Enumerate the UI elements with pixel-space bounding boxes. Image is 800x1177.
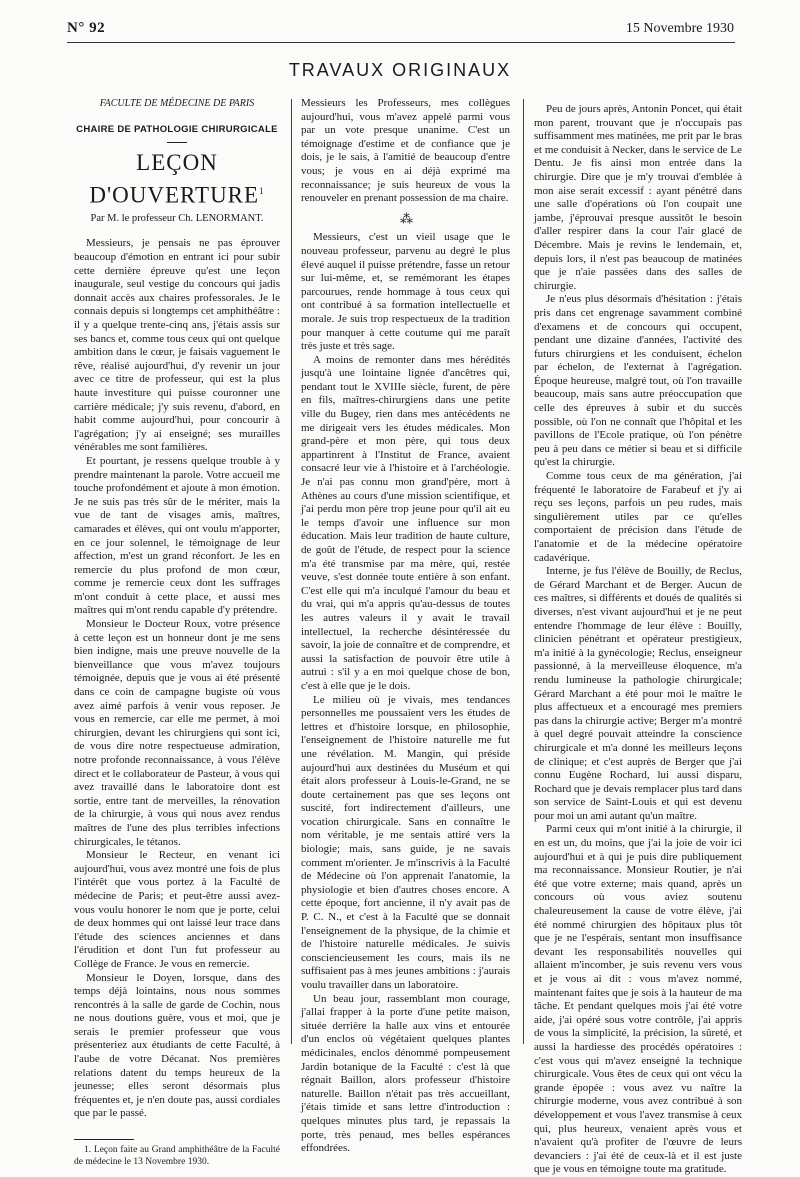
faculty-line: FACULTE DE MÉDECINE DE PARIS [99, 98, 255, 109]
paragraph: Monsieur le Docteur Roux, votre présence à cette leçon est un honneur dont je me sens bien indigne, mais une preuve nouvelle de la bienveillance que vous m'avez toujours témoignée, depuis que je vous ai été présenté dans ce coin de campagne bugiste où vous avez aimé parfois à venir vous reposer. Je vous en remercie, car elle me permet, à moi chirurgien, devant les chirurgiens qui sont ici, de vous dire notre respectueuse admiration, notre profonde reconnaissance, à vous l'élève direct et le collaborateur de Pasteur, à vous qui avez travaillé dans le laboratoire dont est sortie, entre tant de merveilles, la rénovation de la chirurgie, à vous qui nous avez rendus maîtres de l'une des plus terribles infections chirurgicales, le tétanos. [74, 618, 280, 848]
column-1 [74, 95, 280, 1168]
paragraph: Interne, je fus l'élève de Bouilly, de Reclus, de Gérard Marchant et de Berger. Aucun de ces maîtres, si différents et doués de qualités si diverses, n'est vivant aujourd'hui et je ne peut entendre l'hommage de leur élève : Bouilly, clinicien pénétrant et opérateur prestigieux, m'a initié à la gynécologie; Reclus, enseigneur passionné, à la merveilleuse éloquence, m'a rendu lumineuse la pathologie chirurgicale; Gérard Marchant a été pour moi le maître le plus affectueux et a encouragé mes premiers pas dans la chirurgie active; Berger m'a montré à quel degré pouvait atteindre la conscience chirurgicale et m'a donné les meilleurs leçons de clinique; et c'est auprès de Berger que j'ai connu Eugène Rochard, lui aussi disparu, Rochard que je devais remplacer plus tard dans son service de Saint-Louis et qui est devenu pour moi un ami autant qu'un maître. [534, 565, 743, 822]
title-rule [167, 142, 187, 143]
paragraph: Et pourtant, je ressens quelque trouble à y prendre maintenant la parole. Votre accueil me touche profondément et ajoute à mon émotion. Je ne suis pas très sûr de le mériter, mais la vue de tant de visages amis, maîtres, camarades et élèves, qui ont voulu m'apporter, en ce jour solennel, le témoignage de leur affection, m'est un grand réconfort. Je les en remercie du plus profond de mon cœur, comme je remercie ceux dont les suffrages m'ont conduit à cette place, et aussi mes maîtres qui m'ont rendu capable d'y prétendre. [74, 454, 280, 617]
paragraph: Le milieu où je vivais, mes tendances personnelles me poussaient vers les études de lettres et d'histoire lorsque, en philosophie, l'enseignement de l'histoire naturelle me fut une révélation. M. Mangin, qui préside aujourd'hui aux destinées du Muséum et qui était alors professeur à Louis-le-Grand, ne se doute certainement pas que ses leçons ont suscité, fort indirectement d'ailleurs, une vocation chirurgicale. Sans en connaître le nom véritable, je me sentais attiré vers la biologie; mais, sans guide, je ne savais comment m'orienter. Je m'inscrivis à la Faculté de Médecine où l'on apprenait l'anatomie, la physiologie et bien d'autres choses encore. A cette époque, fort ancienne, il n'y avait pas de P. C. N., et c'est à la Faculté que se donnait l'enseignement de la physique, de la chimie et de l'histoire naturelle médicales. Je suivis consciencieusement les cours, mais ils ne suffisaient pas à mes jeunes ambitions : j'aurais voulu travailler dans un laboratoire. [301, 693, 510, 991]
column-divider-2 [523, 99, 524, 1044]
paragraph: Parmi ceux qui m'ont initié à la chirurgie, il en est un, du moins, que j'ai la joie de voir ici aujourd'hui et à qui je puis dire publiquement ma reconnaissance. Monsieur Routier, je n'ai été que votre externe; mais quand, après un concours où vous aviez soutenu chaleureusement la cause de votre élève, j'ai été nommé chirurgien des hôpitaux plus tôt que je ne l'espérais, sentant mon insuffisance devant les responsabilités nouvelles qui allaient m'incomber, je suis revenu vers vous et je vous ai dit : vous m'avez nommé, maintenant faites que je sois à la hauteur de ma tâche. Et pendant quelques mois j'ai été votre aide, j'ai opéré sous votre contrôle, j'ai appris de vous la simplicité, la précision, la sûreté, et aussi la hardiesse des procédés opératoires : c'est vous qui m'avez enseigné la technique chirurgicale. Vous êtes de ceux qui ont vécu la grande épopée : vous avez vu naître la chirurgie moderne, vous avez contribué à son développement et vous l'avez transmise à ceux qui, plus heureux, venaient après vous et n'avaient qu'à profiter de l'œuvre de leurs devanciers : j'ai été de ceux-là et il est juste que je vous en témoigne toute ma gratitude. [534, 823, 743, 1176]
issue-date: 15 Novembre 1930 [625, 21, 734, 36]
paragraph: Messieurs les Professeurs, mes collègues aujourd'hui, vous m'avez appelé parmi vous par un vote presque unanime. C'est un témoignage d'estime et de confiance que je dois, je le sais, à l'amitié de beaucoup d'entre vous; je vous en ai déjà exprimé ma reconnaissance; je suis heureux de vous la renouveler en prenant possession de ma chaire. [301, 97, 510, 205]
paragraph: Messieurs, je pensais ne pas éprouver beaucoup d'émotion en entrant ici pour subir cette dernière épreuve qu'est une leçon inaugurale, seul vestige du concours qui jadis donnait accès aux chaires professorales. Je le connais depuis si longtemps cet amphithéâtre : il y a quelque trente-cinq ans, j'étais assis sur ses bancs et, comme tous ceux qui ont quelque ambition dans le cœur, je faisais vaguement le rêve, réalisé aujourd'hui, d'y revenir un jour avec ce titre de professeur, qui est la plus haute investiture qui puisse couronner une carrière médicale; j'y suis revenu, d'abord, en habit comme aujourd'hui, pour concourir à l'agrégation; j'y ai enseigné; ses murailles vénérables me sont familières. [74, 237, 280, 454]
asterism-separator: ⁂ [400, 210, 411, 226]
column-2 [301, 97, 510, 1156]
author-line: Par M. le professeur Ch. LENORMANT. [90, 212, 264, 224]
paragraph: Comme tous ceux de ma génération, j'ai fréquenté le laboratoire de Farabeuf et j'y ai reçu ses leçons, parfois un peu rudes, mais singulièrement utiles par ce qu'elles comportaient de précision dans l'étude de l'anatomie et de la médecine opératoire cadavérique. [534, 470, 742, 564]
page-number: N° 92 [67, 20, 106, 36]
column-divider-1 [291, 99, 292, 1044]
chair-line: CHAIRE DE PATHOLOGIE CHIRURGICALE [76, 123, 278, 135]
paragraph: Messieurs, c'est un vieil usage que le nouveau professeur, parvenu au degré le plus élevé auquel il puisse prétendre, fasse un retour sur lui-même, et, se remémorant les étapes parcourues, rende hommage à tous ceux qui ont contribué à sa formation intellectuelle et morale. Je suis trop respectueux de la tradition pour manquer à cette coutume qui me paraît très juste et très sage. [301, 231, 510, 353]
section-title: TRAVAUX ORIGINAUX [288, 60, 512, 80]
article-title: LEÇON D'OUVERTURE$^1$ [89, 150, 265, 208]
paragraph: Un beau jour, rassemblant mon courage, j'allai frapper à la porte d'une petite maison, située derrière la halle aux vins et entourée d'un enclos où végétaient quelques plantes médicinales, enclos dénommé pompeusement Jardin botanique de la Faculté : c'est là que régnait Baillon, alors professeur d'histoire naturelle. Baillon n'était pas très accueillant, j'étais timide et sans lettre d'introduction : quelques minutes plus tard, je repassais la porte, très penaud, mes belles espérances effondrées. [301, 992, 510, 1155]
column-3 [534, 103, 742, 1177]
paragraph: Monsieur le Doyen, lorsque, dans des temps déjà lointains, nous nous sommes rencontrés à la salle de garde de Cochin, nous ne nous doutions guère, vous et moi, que je serais le premier professeur que vous présenteriez aux étudiants de cette Faculté, à l'aube de votre Décanat. Nos premières relations datent du temps heureux de la jeunesse; elles seront désormais plus fréquentes et, je n'en doute pas, aussi cordiales que par le passé. [74, 971, 280, 1120]
paragraph: Je n'eus plus désormais d'hésitation : j'étais pris dans cet engrenage savamment combiné d'examens et de concours qui occupent, pendant une dizaine d'années, l'activité des futurs chirurgiens et les conduisent, échelon par échelon, de l'externat à l'agrégation. Époque heureuse, malgré tout, où l'on travaille beaucoup, mais sans autre préoccupation que celle des épreuves à subir et du succès possible, où l'on ne connaît que l'hôpital et les pavillons de l'Ecole pratique, où l'on pénètre peu à peu dans ce métier si beau et si difficile qu'est la chirurgie. [534, 293, 742, 469]
paragraph: A moins de remonter dans mes hérédités jusqu'à une lointaine lignée d'ancêtres qui, pendant tout le XVIIIe siècle, furent, de père en fils, maîtres-chirurgiens dans une petite ville du Bugey, rien dans mes antécédents ne me dirigeait vers les études médicales. Mon grand-père et mon père, qui tous deux appartinrent à l'Institut de France, avaient consacré leur vie à l'histoire et à l'archéologie. Je n'ai pas connu mon grand'père, mort à Athènes au cours d'une mission scientifique, et j'ai perdu mon père trop jeune pour qu'il ait eu le temps d'avoir une influence sur mon éducation. Mais leur tradition de haute culture, de goût de l'étude, de respect pour la science m'a été transmise par ma mère, qui, restée veuve, s'est donnée toute entière à son enfant. C'est elle qui m'a inculqué l'amour du beau et du vrai, qui m'a appris qu'au-dessus de toutes les autres valeurs il y avait le travail intellectuel, la recherche désintéressée du savoir, la joie de connaître et de comprendre, et aussi la satisfaction de pouvoir être utile à autrui : s'il y a en moi quelque chose de bon, c'est à elle que je le dois. [301, 353, 510, 692]
footnote-rule [74, 1139, 134, 1140]
footnote-ref: 1 [259, 186, 265, 197]
paragraph: Peu de jours après, Antonin Poncet, qui était mon parent, trouvant que je n'occupais pas suffisamment mes matinées, me prit par le bras et me conduisit à Necker, dans le service de Le Dentu. Je fis ainsi mon entrée dans la chirurgie. Dire que je m'y trouvai d'emblée à mon aise serait excessif : ayant pénétré dans une salle d'opérations où l'on coupait une jambe, j'éprouvai presque aussitôt le besoin d'aller respirer dans la cour l'air glacé de Décembre. Mais je revins le lendemain, et, depuis lors, il n'est pas beaucoup de matinées que je n'aie passées dans des salles de chirurgie. [534, 103, 742, 292]
header-rule [67, 42, 735, 43]
footnote: 1. Leçon faite au Grand amphithéâtre de la Faculté de médecine le 13 Novembre 1930. [74, 1145, 280, 1168]
paragraph: Monsieur le Recteur, en venant ici aujourd'hui, vous avez montré une fois de plus l'intérêt que vous portez à la Faculté de médecine de Paris; et peut-être aussi avez-vous voulu honorer le nom que je porte, celui de deux hommes qui ont laissé leur trace dans l'étude des sciences anciennes et dans l'érudition et dont l'un fut professeur au Collège de France. Je vous en remercie. [74, 849, 280, 970]
